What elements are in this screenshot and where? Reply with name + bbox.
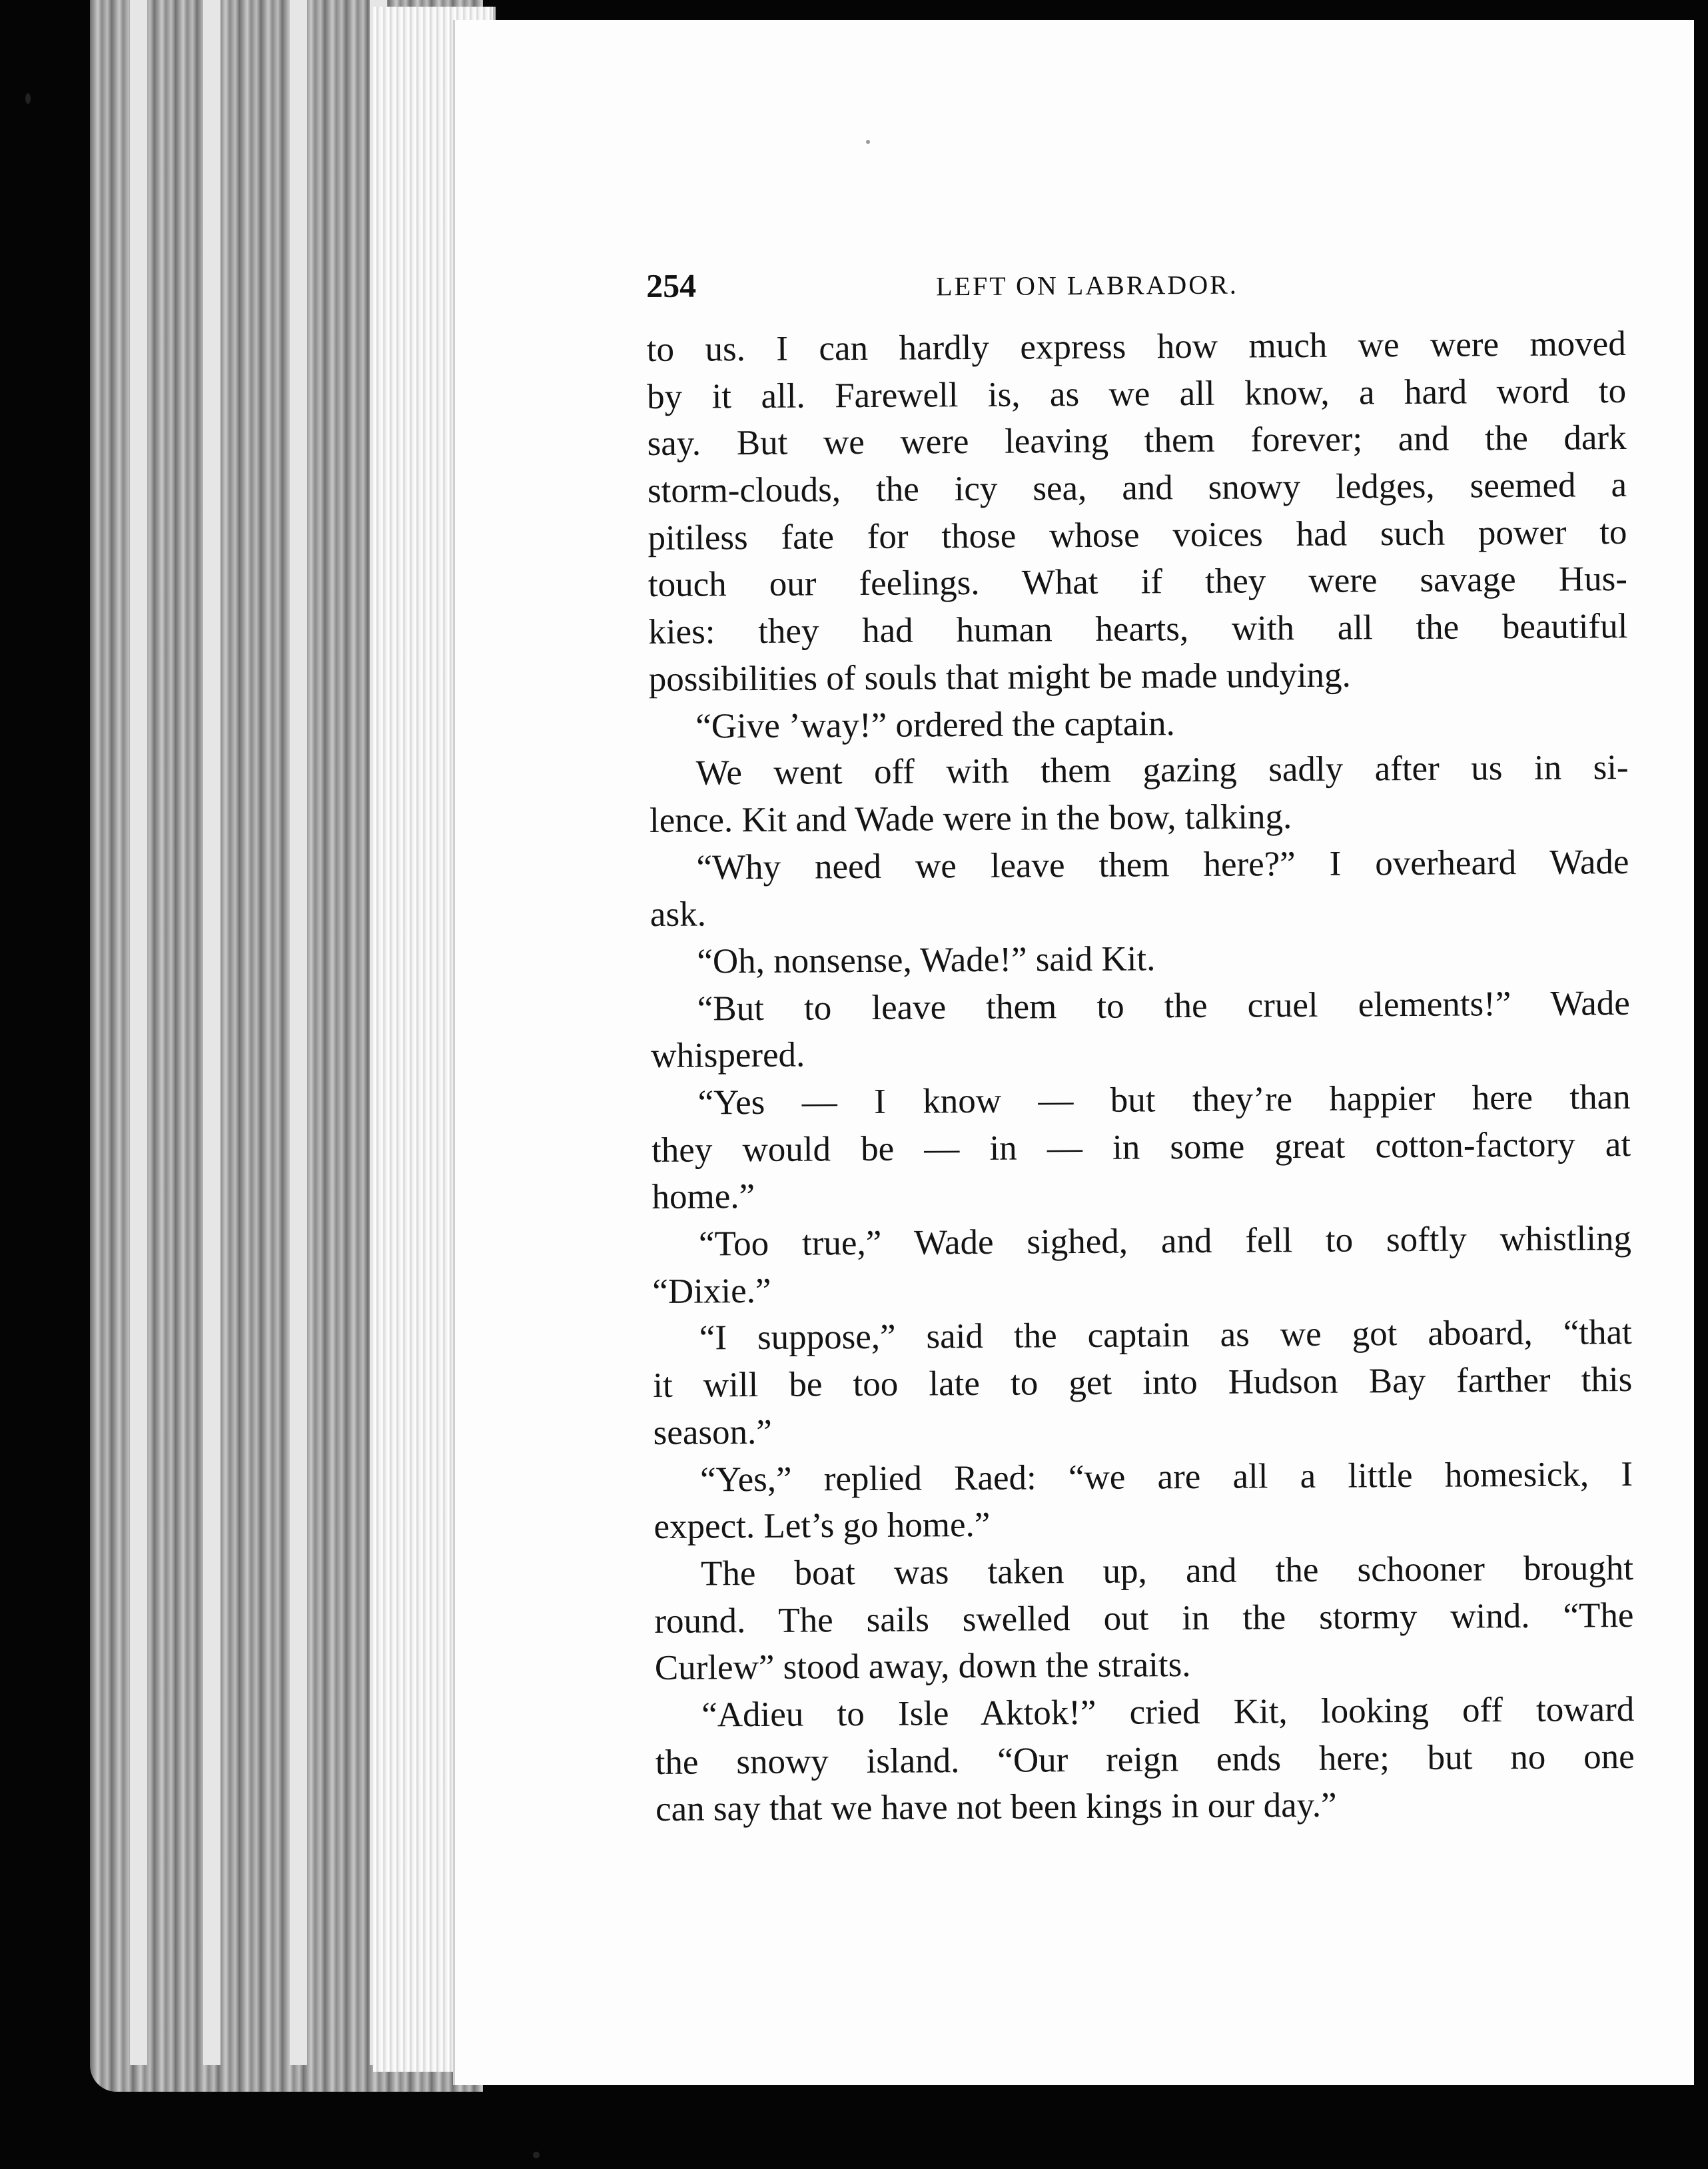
text-line: “Yes,” replied Raed: “we are all a little homesick, I [699, 1454, 1633, 1500]
text-line: “Dixie.” [652, 1271, 771, 1311]
text-line: home.” [651, 1177, 755, 1217]
scan-speck [866, 140, 870, 144]
text-line: season.” [653, 1412, 772, 1452]
text-line: “Give ’way!” ordered the captain. [695, 703, 1175, 746]
text-line: expect. Let’s go home.” [653, 1506, 991, 1547]
page-number: 254 [646, 266, 697, 304]
text-line: whispered. [651, 1035, 805, 1076]
text-line: to us. I can hardly express how much we were moved [646, 324, 1626, 369]
text-line: “Why need we leave them here?” I overheard Wade [696, 842, 1629, 887]
text-line: kies: they had human hearts, with all the beautiful [648, 607, 1628, 652]
text-line: pitiless fate for those whose voices had such power to [647, 512, 1627, 558]
text-line: by it all. Farewell is, as we all know, a hard word to [647, 371, 1627, 416]
scan-speck [25, 93, 31, 104]
page-text-block [646, 260, 1635, 1833]
text-line: lence. Kit and Wade were in the bow, talking. [649, 797, 1292, 840]
text-line: We went off with them gazing sadly after us in si- [695, 748, 1629, 793]
text-line: storm-clouds, the icy sea, and snowy ledges, seemed a [647, 466, 1627, 511]
text-line: Curlew” stood away, down the straits. [654, 1645, 1191, 1688]
running-title: LEFT ON LABRADOR. [936, 269, 1238, 302]
text-line: “But to leave them to the cruel elements!” Wade [697, 983, 1630, 1029]
body-text [647, 320, 1635, 1833]
text-line: they would be — in — in some great cotton-factory at [651, 1124, 1631, 1170]
text-line: touch our feelings. What if they were savage Hus- [647, 560, 1628, 605]
text-line: round. The sails swelled out in the stormy wind. “The [654, 1595, 1634, 1641]
text-line: can say that we have not been kings in our day.” [655, 1786, 1337, 1829]
text-line: “Yes — I know — but they’re happier here than [697, 1077, 1631, 1122]
text-line: ask. [649, 895, 707, 935]
text-line: “Oh, nonsense, Wade!” said Kit. [697, 939, 1156, 981]
page-edge-band [203, 0, 220, 2065]
running-head [646, 260, 1626, 326]
page-edge-band [290, 0, 307, 2065]
text-line: The boat was taken up, and the schooner brought [700, 1548, 1634, 1593]
text-line: “I suppose,” said the captain as we got aboard, “that [699, 1313, 1632, 1358]
text-line: say. But we were leaving them forever; and the dark [647, 418, 1627, 464]
text-line: “Too true,” Wade sighed, and fell to softly whistling [698, 1219, 1632, 1264]
text-line: “Adieu to Isle Aktok!” cried Kit, looking off toward [701, 1689, 1635, 1735]
page-edge-band [130, 0, 147, 2065]
text-line: possibilities of souls that might be made undying. [648, 655, 1352, 699]
text-line: the snowy island. “Our reign ends here; but no one [655, 1737, 1635, 1782]
scan-speck [533, 2152, 540, 2158]
text-line: it will be too late to get into Hudson Bay farther this [653, 1360, 1633, 1406]
